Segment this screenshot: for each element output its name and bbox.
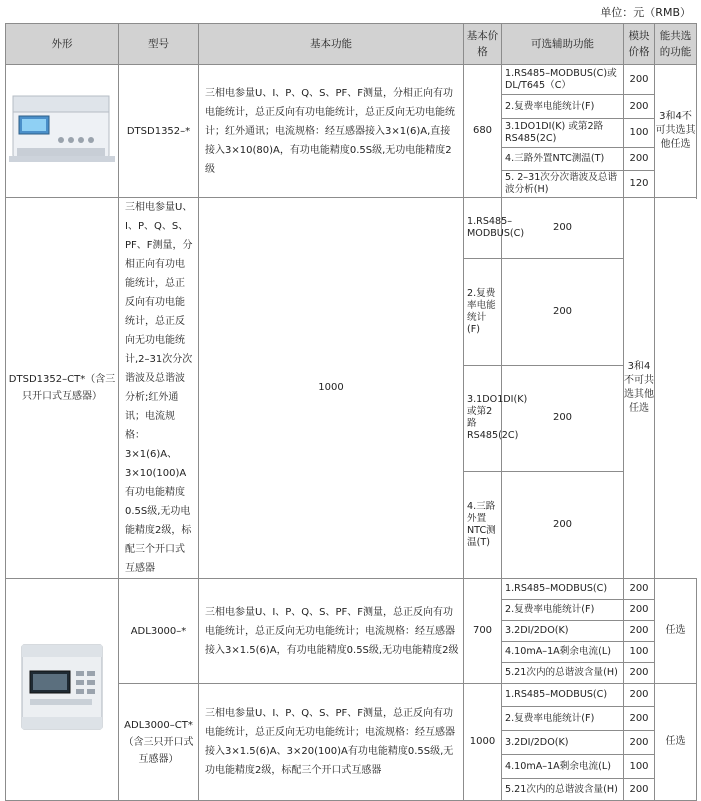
option-dtsd1352-3: 3.1DO1DI(K) 或第2路RS485(2C)	[502, 119, 624, 148]
option-dtsd1352-5: 5. 2–31次分次谐波及总谐波分析(H)	[502, 171, 624, 198]
note-dtsd1352-ct: 3和4不可共选其他任选	[624, 198, 655, 579]
option-dtsd1352-ct-2: 2.复费率电能统计(F)	[464, 258, 502, 365]
option-price-dtsd1352-1: 200	[624, 65, 655, 95]
price-dtsd1352-ct: 1000	[199, 198, 464, 579]
model-adl3000-ct: ADL3000–CT*（含三只开口式互感器）	[119, 684, 199, 801]
option-price-adl3000-ct-3: 200	[624, 731, 655, 755]
note-dtsd1352: 3和4不可共选其他任选	[655, 65, 697, 198]
table-row	[6, 65, 697, 95]
price-dtsd1352: 680	[464, 65, 502, 198]
note-adl3000: 任选	[655, 579, 697, 684]
header-row	[6, 24, 697, 65]
option-adl3000-1: 1.RS485–MODBUS(C)	[502, 579, 624, 600]
dtsd1352-meter-image	[9, 90, 115, 168]
option-adl3000-ct-2: 2.复费率电能统计(F)	[502, 707, 624, 731]
option-price-dtsd1352-5: 120	[624, 171, 655, 198]
option-price-dtsd1352-ct-3: 200	[502, 365, 624, 472]
option-dtsd1352-1: 1.RS485–MODBUS(C)或DL/T645（C）	[502, 65, 624, 95]
option-price-dtsd1352-ct-1: 200	[502, 198, 624, 259]
option-dtsd1352-4: 4.三路外置NTC测温(T)	[502, 148, 624, 171]
header-model: 型号	[119, 24, 199, 65]
function-adl3000-ct: 三相电参量U、I、P、Q、S、PF、F测量，总正反向有功电能统计，总正反向无功电能统计；电流规格：经互感器接入3×1.5(6)A、3×20(100)A有功电能精度0.5S级,无功电能精度2级，标配三个开口式互感器	[199, 684, 464, 801]
table-row	[6, 579, 697, 600]
dtsd1352-image-cell	[6, 65, 119, 198]
option-price-dtsd1352-ct-4: 200	[502, 472, 624, 579]
price-adl3000-ct: 1000	[464, 684, 502, 801]
option-price-adl3000-5: 200	[624, 663, 655, 684]
price-table	[5, 23, 697, 801]
header-module-price: 模块价格	[624, 24, 655, 65]
header-basic-function: 基本功能	[199, 24, 464, 65]
header-appearance: 外形	[6, 24, 119, 65]
table-row	[6, 198, 697, 259]
option-adl3000-ct-4: 4.10mA–1A剩余电流(L)	[502, 755, 624, 779]
option-price-dtsd1352-2: 200	[624, 95, 655, 119]
option-adl3000-ct-3: 3.2DI/2DO(K)	[502, 731, 624, 755]
option-price-adl3000-ct-1: 200	[624, 684, 655, 707]
option-dtsd1352-ct-4: 4.三路外置NTC测温(T)	[464, 472, 502, 579]
option-dtsd1352-2: 2.复费率电能统计(F)	[502, 95, 624, 119]
function-adl3000: 三相电参量U、I、P、Q、S、PF、F测量，总正反向有功电能统计，总正反向无功电能统计；电流规格：经互感器接入3×1.5(6)A，有功电能精度0.5S级,无功电能精度2级	[199, 579, 464, 684]
adl3000-meter-image	[16, 637, 108, 737]
option-adl3000-3: 3.2DI/2DO(K)	[502, 621, 624, 642]
header-base-price: 基本价格	[464, 24, 502, 65]
model-adl3000: ADL3000–*	[119, 579, 199, 684]
note-adl3000-ct: 任选	[655, 684, 697, 801]
option-dtsd1352-ct-1: 1.RS485–MODBUS(C)	[464, 198, 502, 259]
option-dtsd1352-ct-3: 3.1DO1DI(K) 或第2路RS485(2C)	[464, 365, 502, 472]
option-price-dtsd1352-ct-2: 200	[502, 258, 624, 365]
header-exclusive: 能共选的功能	[655, 24, 697, 65]
option-price-adl3000-ct-4: 100	[624, 755, 655, 779]
option-price-adl3000-3: 200	[624, 621, 655, 642]
option-price-dtsd1352-3: 100	[624, 119, 655, 148]
option-price-adl3000-2: 200	[624, 600, 655, 621]
option-adl3000-ct-1: 1.RS485–MODBUS(C)	[502, 684, 624, 707]
option-price-adl3000-ct-2: 200	[624, 707, 655, 731]
model-dtsd1352-ct: DTSD1352–CT*（含三只开口式互感器）	[6, 198, 119, 579]
option-price-dtsd1352-4: 200	[624, 148, 655, 171]
unit-label: 单位：元（RMB）	[600, 6, 691, 19]
option-adl3000-5: 5.21次内的总谐波含量(H)	[502, 663, 624, 684]
function-dtsd1352: 三相电参量U、I、P、Q、S、PF、F测量，分相正向有功电能统计，总正反向有功电能统计，总正反向无功电能统计；红外通讯；电流规格：经互感器接入3×1(6)A,直接接入3×10(80)A，有功电能精度0.5S级,无功电能精度2级	[199, 65, 464, 198]
option-price-adl3000-1: 200	[624, 579, 655, 600]
option-price-adl3000-ct-5: 200	[624, 779, 655, 801]
header-optional-function: 可选辅助功能	[502, 24, 624, 65]
adl3000-image-cell	[6, 579, 119, 801]
option-adl3000-2: 2.复费率电能统计(F)	[502, 600, 624, 621]
option-price-adl3000-4: 100	[624, 642, 655, 663]
option-adl3000-ct-5: 5.21次内的总谐波含量(H)	[502, 779, 624, 801]
function-dtsd1352-ct: 三相电参量U、I、P、Q、S、PF、F测量，分相正向有功电能统计，总正反向有功电能统计，总正反向无功电能统计,2–31次分次谐波及总谐波分析;红外通讯；电流规格：3×1(6)A、3×10(100)A有功电能精度0.5S级,无功电能精度2级，标配三个开口式互感器	[119, 198, 199, 579]
model-dtsd1352: DTSD1352–*	[119, 65, 199, 198]
price-adl3000: 700	[464, 579, 502, 684]
option-adl3000-4: 4.10mA–1A剩余电流(L)	[502, 642, 624, 663]
